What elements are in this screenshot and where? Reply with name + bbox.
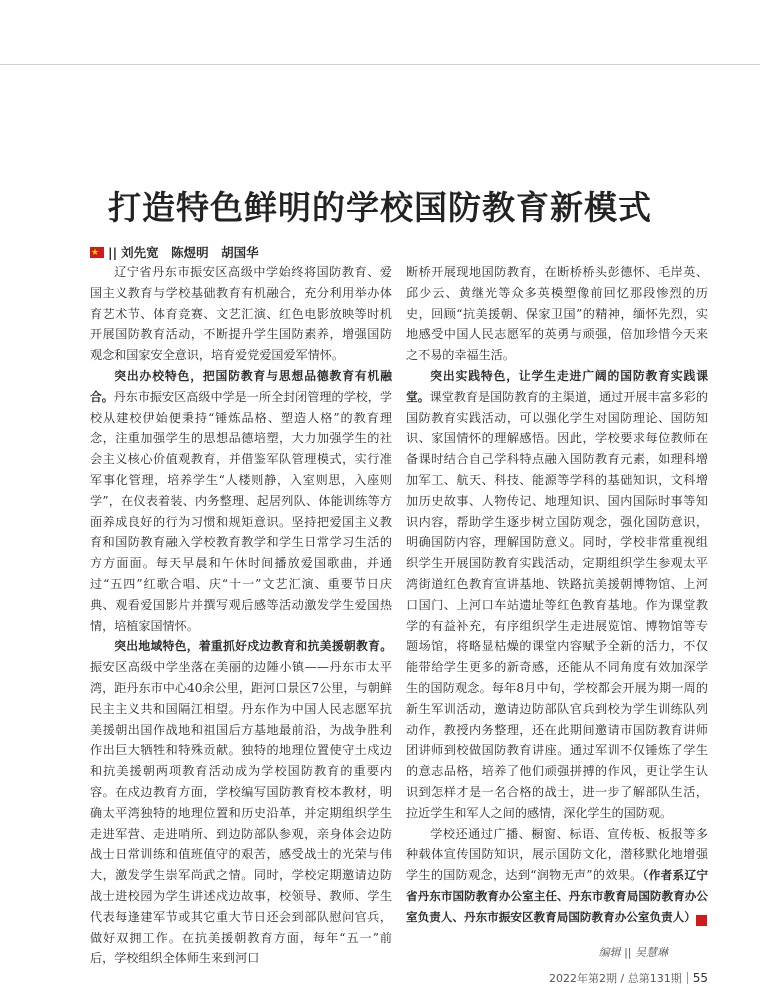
paragraph: [90, 636, 392, 969]
page-footer: [549, 970, 708, 986]
author-note: （作者系辽宁省丹东市国防教育办公室主任、丹东市教育局国防教育办公室负责人、丹东市振安区教育局国防教育办公室负责人）: [406, 868, 708, 924]
editor-credit: 编辑 || 吴慧琳: [598, 946, 668, 959]
flag-icon: [90, 247, 104, 258]
end-mark-icon: G: [696, 915, 707, 926]
issue-info: 2022年第2期 / 总第131期: [549, 972, 682, 985]
article-title: 打造特色鲜明的学校国防教育新模式: [108, 188, 652, 228]
paragraph-text: 课堂教育是国防教育的主渠道，通过开展丰富多彩的国防教育实践活动，可以强化学生对国防理论、国防知识、家国情怀的理解感悟。因此，学校要求每位教师在备课时结合自己学科特点融入国防教育元素，如理科增加军工、航天、科技、能源等学科的基础知识，文科增加历史故事、人物传记、地理知识、国内国际时事等知识内容，帮助学生逐步树立国防观念，强化国防意识，明确国防内容，理解国防意义。同时，学校非常重视组织学生开展国防教育实践活动，定期组织学生参观太平湾街道红色教育宣讲基地、铁路抗美援朝博物馆、上河口国门、上河口车站遗址等红色教育基地。作为课堂教学的有益补充，有序组织学生走进展览馆、博物馆等专题场馆，将略显枯燥的课堂内容赋予全新的活力，不仅能带给学生更多的新奇感，还能从不同角度有效加深学生的国防观念。每年8月中旬，学校都会开展为期一周的新生军训活动，邀请边防部队官兵到校为学生训练队列动作，教授内务整理，还在此期间邀请市国防教育讲师团讲师到校做国防教育讲座。通过军训不仅锤炼了学生的意志品格，培养了他们顽强拼搏的作风，更让学生认识到怎样才是一名合格的战士，进一步了解部队生活，拉近学生和军人之间的感情，深化学生的国防观。: [406, 389, 708, 820]
author-separator: ||: [108, 245, 118, 260]
paragraph-text: 学校还通过广播、橱窗、标语、宣传板、板报等多种载体宣传国防知识，展示国防文化，潜移默化地增强学生的国防观念，达到“润物无声”的效果。: [406, 826, 708, 883]
paragraph: [90, 262, 392, 366]
paragraph-text: 断桥开展现地国防教育，在断桥桥头彭德怀、毛岸英、邱少云、黄继光等众多英模塑像前回忆那段惨烈的历史，回顾“抗美援朝、保家卫国”的精神，缅怀先烈，实地感受中国人民志愿军的英勇与顽强，倍加珍惜今天来之不易的幸福生活。: [406, 265, 708, 363]
paragraph-text: 振安区高级中学坐落在美丽的边陲小镇——丹东市太平湾，距丹东市中心40余公里，距河口景区7公里，与朝鲜民主主义共和国隔江相望。丹东作为中国人民志愿军抗美援朝出国作战地和祖国后方基地最前沿，为战争胜利作出巨大牺牲和特殊贡献。独特的地理位置使守土戍边和抗美援朝两项教育活动成为学校国防教育的重要内容。在戍边教育方面，学校编写国防教育校本教材，明确太平湾独特的地理位置和历史沿革，并定期组织学生走进军营、走进哨所、到边防部队参观，亲身体会边防战士日常训练和值班值守的艰苦，感受战士的光荣与伟大，激发学生崇军尚武之情。同时，学校定期邀请边防战士进校园为学生讲述戍边故事，校领导、教师、学生代表每逢建军节或其它重大节日还会到部队慰问官兵，做好双拥工作。在抗美援朝教育方面，每年“五一”前后，学校组织全体师生来到河口: [90, 660, 392, 966]
paragraph: [406, 366, 708, 824]
section-heading: 突出办校特色，把国防教育与思想品德教育有机融合。: [90, 368, 392, 404]
left-column: [90, 262, 392, 969]
paragraph: [406, 824, 728, 928]
right-column: [406, 262, 728, 928]
section-heading: 突出地域特色，着重抓好戍边教育和抗美援朝教育。: [114, 639, 392, 654]
paragraph: [90, 366, 392, 636]
author-line: [90, 244, 259, 262]
footer-divider: [687, 972, 688, 984]
page-number: 55: [692, 971, 708, 985]
paragraph-text: 丹东市振安区高级中学是一所全封闭管理的学校，学校从建校伊始便秉持“锤炼品格、塑造人格”的教育理念，注重加强学生的思想品德培塑，大力加强学生的社会主义核心价值观教育，并借鉴军队管理模式，实行准军事化管理，培养学生“人楼则静，入室则思，入座则学”，在仪表着装、内务整理、起居列队、体能训练等方面养成良好的行为习惯和规矩意识。坚持把爱国主义教育和国防教育融入学校教育教学和学生日常学习生活的方方面面。每天早晨和午休时间播放爱国歌曲，并通过“五四”红歌合唱、庆“十一”文艺汇演、重要节日庆典、观看爱国影片并撰写观后感等活动激发学生爱国热情，培植家国情怀。: [90, 389, 392, 633]
header-rule: [0, 64, 760, 65]
paragraph-text: 辽宁省丹东市振安区高级中学始终将国防教育、爱国主义教育与学校基础教育有机融合，充分利用举办体育艺术节、体育竞赛、文艺汇演、红色电影放映等时机开展国防教育活动，不断提升学生国防素养，增强国防观念和国家安全意识，培育爱党爱国爱军情怀。: [90, 265, 392, 363]
section-heading: 突出实践特色，让学生走进广阔的国防教育实践课堂。: [406, 368, 708, 404]
paragraph: [406, 262, 708, 366]
author-names: 刘先宽 陈煜明 胡国华: [121, 245, 259, 260]
